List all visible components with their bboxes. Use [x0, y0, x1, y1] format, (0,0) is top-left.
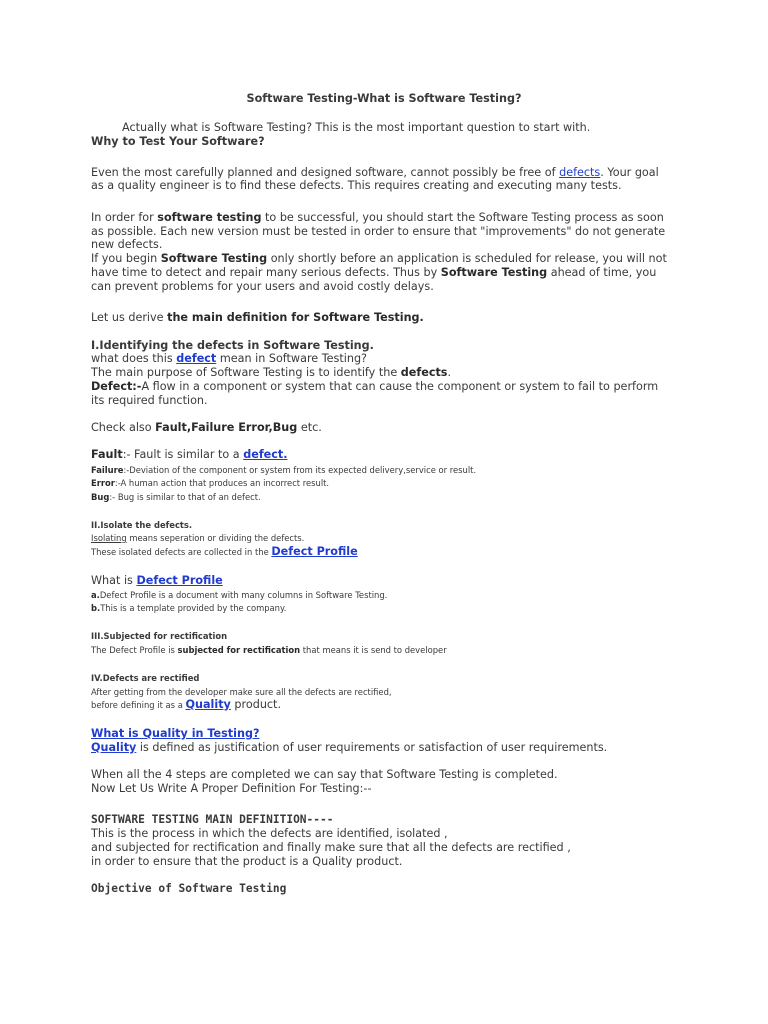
- paragraph-3-line-2: have time to detect and repair many serious defects. Thus by Software Testing ahead of time, you: [91, 266, 657, 279]
- paragraph-2-line-2: as possible. Each new version must be tested in order to ensure that "improvements" do not generate: [91, 225, 666, 238]
- rectified-line-2: before defining it as a Quality product.: [91, 698, 282, 711]
- main-definition-line-3: in order to ensure that the product is a Quality product.: [91, 855, 403, 868]
- steps-line-1: When all the 4 steps are completed we can say that Software Testing is completed.: [91, 768, 558, 781]
- paragraph-3-line-3: can prevent problems for your users and avoid costly delays.: [91, 280, 434, 293]
- paragraph-3-line-1: If you begin Software Testing only shortly before an application is scheduled for release, you will not: [91, 252, 667, 265]
- quality-link-2[interactable]: Quality: [91, 741, 137, 754]
- defect-definition-line-2: its required function.: [91, 394, 208, 407]
- section-4-heading: IV.Defects are rectified: [91, 673, 200, 683]
- section-2-heading: II.Isolate the defects.: [91, 520, 193, 530]
- what-is-defect-profile: What is Defect Profile: [91, 574, 223, 587]
- defect-link-2[interactable]: defect.: [243, 448, 288, 461]
- defect-profile-link[interactable]: Defect Profile: [271, 545, 358, 558]
- quality-heading: [91, 727, 259, 741]
- paragraph-1-line-1: Even the most carefully planned and designed software, cannot possibly be free of defects. Your goal: [91, 166, 659, 179]
- defect-profile-item-a: a.Defect Profile is a document with many columns in Software Testing.: [91, 590, 388, 600]
- defect-question: what does this defect mean in Software Testing?: [91, 352, 367, 365]
- main-definition-line-2: and subjected for rectification and finally make sure that all the defects are rectified ,: [91, 841, 571, 854]
- main-definition-heading: SOFTWARE TESTING MAIN DEFINITION----: [91, 813, 334, 826]
- derive-text: Let us derive the main definition for Software Testing.: [91, 311, 424, 324]
- purpose-text: The main purpose of Software Testing is to identify the defects.: [91, 366, 452, 379]
- fault-text: Fault:- Fault is similar to a defect.: [91, 448, 288, 461]
- section-3-heading: III.Subjected for rectification: [91, 631, 228, 641]
- collected-text: These isolated defects are collected in the Defect Profile: [91, 545, 358, 558]
- rectification-text: The Defect Profile is subjected for rectification that means it is send to developer: [91, 645, 447, 655]
- page-title: Software Testing-What is Software Testing?: [246, 92, 522, 105]
- check-also-text: Check also Fault,Failure Error,Bug etc.: [91, 421, 322, 434]
- rectified-line-1: After getting from the developer make sure all the defects are rectified,: [91, 687, 392, 697]
- failure-definition: Failure:-Deviation of the component or system from its expected delivery,service or result.: [91, 465, 477, 475]
- defect-link[interactable]: defect: [176, 352, 217, 365]
- paragraph-2-line-3: new defects.: [91, 238, 163, 251]
- defect-profile-link-2[interactable]: Defect Profile: [136, 574, 223, 587]
- objective-heading: Objective of Software Testing: [91, 882, 287, 895]
- quality-link[interactable]: Quality: [185, 698, 231, 711]
- quality-definition: Quality is defined as justification of user requirements or satisfaction of user requirements.: [91, 741, 608, 754]
- why-heading: Why to Test Your Software?: [91, 135, 265, 148]
- paragraph-2-line-1: In order for software testing to be successful, you should start the Software Testing process as soon: [91, 211, 664, 224]
- steps-line-2: Now Let Us Write A Proper Definition For Testing:--: [91, 782, 372, 795]
- quality-heading-link[interactable]: What is Quality in Testing?: [91, 727, 260, 740]
- intro-text: Actually what is Software Testing? This is the most important question to start with.: [122, 121, 591, 134]
- defect-definition-line-1: Defect:-A flow in a component or system that can cause the component or system to fail to perform: [91, 380, 659, 393]
- error-definition: Error:-A human action that produces an incorrect result.: [91, 478, 330, 488]
- defect-profile-item-b: b.This is a template provided by the company.: [91, 603, 287, 613]
- paragraph-1-line-2: as a quality engineer is to find these defects. This requires creating and executing many tests.: [91, 179, 622, 192]
- main-definition-line-1: This is the process in which the defects are identified, isolated ,: [91, 827, 448, 840]
- bug-definition: Bug:- Bug is similar to that of an defect.: [91, 492, 261, 502]
- defects-link[interactable]: defects: [559, 166, 601, 179]
- isolating-text: Isolating means seperation or dividing the defects.: [91, 533, 305, 543]
- section-1-heading: I.Identifying the defects in Software Testing.: [91, 339, 374, 352]
